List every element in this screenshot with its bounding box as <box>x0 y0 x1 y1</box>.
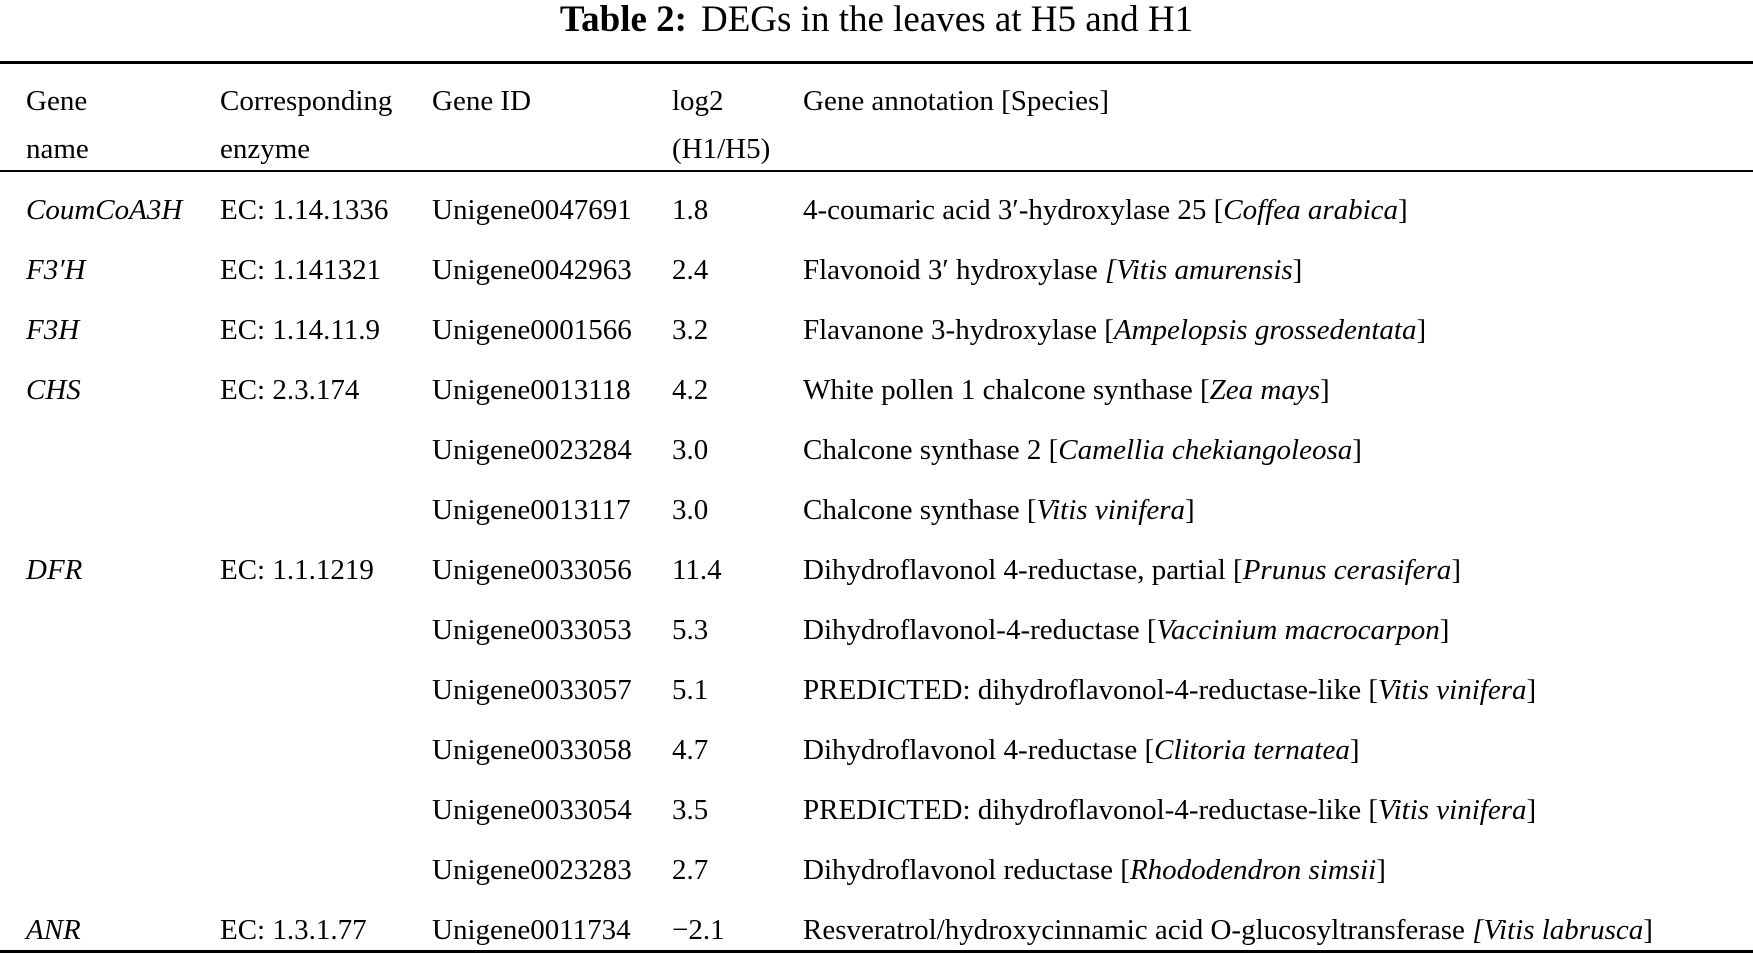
annotation-cell <box>803 432 1362 468</box>
table-caption <box>0 0 1753 40</box>
table-title: DEGs in the leaves at H5 and H1 <box>700 0 1194 40</box>
log2-cell: 2.4 <box>672 254 709 286</box>
gene-id-cell: Unigene0011734 <box>432 914 631 946</box>
annotation-text: Chalcone synthase 2 [ <box>803 434 1059 466</box>
annotation-close-bracket: ] <box>1185 494 1195 526</box>
log2-cell: 5.3 <box>672 614 709 646</box>
gene-id-cell: Unigene0013118 <box>432 374 631 406</box>
annotation-cell <box>803 312 1426 348</box>
gene-id-cell: Unigene0013117 <box>432 494 631 526</box>
annotation-cell <box>803 372 1330 408</box>
annotation-close-bracket: ] <box>1416 314 1427 346</box>
log2-cell: 2.7 <box>672 854 709 886</box>
header-annotation: Gene annotation [Species] <box>803 85 1110 117</box>
annotation-text: Dihydroflavonol-4-reductase [ <box>803 614 1157 646</box>
header-rule <box>0 170 1753 172</box>
header-enzyme: Corresponding enzyme <box>220 85 393 165</box>
enzyme-cell: EC: 1.14.11.9 <box>220 314 381 346</box>
annotation-close-bracket: ] <box>1526 794 1537 826</box>
gene-id-cell: Unigene0033057 <box>432 674 632 706</box>
species-name: Zea mays <box>1209 374 1321 406</box>
gene-name-cell: CoumCoA3H <box>26 194 183 226</box>
enzyme-cell: EC: 1.3.1.77 <box>220 914 367 946</box>
species-name: [Vitis labrusca <box>1472 914 1644 946</box>
species-name: Camellia chekiangoleosa <box>1058 434 1353 466</box>
annotation-close-bracket: ] <box>1451 554 1461 586</box>
species-name: Vaccinium macrocarpon <box>1156 614 1440 646</box>
annotation-text: Flavonoid 3′ hydroxylase <box>803 254 1105 286</box>
annotation-text: Chalcone synthase [ <box>803 494 1037 526</box>
annotation-cell <box>803 672 1536 708</box>
annotation-text: Dihydroflavonol reductase [ <box>803 854 1130 886</box>
log2-cell: 4.2 <box>672 374 709 406</box>
annotation-close-bracket: ] <box>1398 194 1408 226</box>
header-gene-id: Gene ID <box>432 85 532 117</box>
enzyme-cell: EC: 2.3.174 <box>220 374 360 406</box>
annotation-close-bracket: ] <box>1376 854 1386 886</box>
log2-cell: −2.1 <box>672 914 725 946</box>
gene-name-cell: DFR <box>26 554 83 586</box>
gene-id-cell: Unigene0001566 <box>432 314 632 346</box>
table-label: Table 2: <box>559 0 687 40</box>
annotation-close-bracket: ] <box>1320 374 1330 406</box>
annotation-text: 4-coumaric acid 3′-hydroxylase 25 [ <box>803 194 1224 226</box>
species-name: Prunus cerasifera <box>1242 554 1452 586</box>
species-name: Vitis vinifera <box>1378 794 1527 826</box>
log2-cell: 3.2 <box>672 314 709 346</box>
log2-cell: 3.0 <box>672 434 709 466</box>
annotation-text: PREDICTED: dihydroflavonol-4-reductase-like [ <box>803 674 1379 706</box>
log2-cell: 1.8 <box>672 194 709 226</box>
annotation-text: White pollen 1 chalcone synthase [ <box>803 374 1210 406</box>
gene-id-cell: Unigene0033053 <box>432 614 632 646</box>
log2-cell: 5.1 <box>672 674 709 706</box>
annotation-close-bracket: ] <box>1292 254 1303 286</box>
gene-id-cell: Unigene0023284 <box>432 434 632 466</box>
annotation-close-bracket: ] <box>1349 734 1360 766</box>
annotation-cell <box>803 552 1461 588</box>
annotation-cell <box>803 252 1302 288</box>
log2-cell: 4.7 <box>672 734 709 766</box>
annotation-text: Dihydroflavonol 4-reductase, partial [ <box>803 554 1243 586</box>
gene-id-cell: Unigene0033054 <box>432 794 632 826</box>
enzyme-cell: EC: 1.141321 <box>220 254 382 286</box>
enzyme-cell: EC: 1.14.1336 <box>220 194 389 226</box>
annotation-cell <box>803 852 1386 888</box>
annotation-cell <box>803 792 1536 828</box>
species-name: Vitis vinifera <box>1378 674 1527 706</box>
species-name: Ampelopsis grossedentata <box>1113 314 1417 346</box>
annotation-text: Flavanone 3-hydroxylase [ <box>803 314 1114 346</box>
annotation-close-bracket: ] <box>1643 914 1653 946</box>
annotation-close-bracket: ] <box>1526 674 1537 706</box>
enzyme-cell: EC: 1.1.1219 <box>220 554 374 586</box>
annotation-cell <box>803 612 1449 648</box>
annotation-cell <box>803 732 1360 768</box>
annotation-cell <box>803 912 1653 948</box>
annotation-cell <box>803 492 1195 528</box>
log2-cell: 3.5 <box>672 794 709 826</box>
top-rule <box>0 61 1753 64</box>
species-name: Vitis vinifera <box>1036 494 1186 526</box>
species-name: Clitoria ternatea <box>1154 734 1350 766</box>
annotation-close-bracket: ] <box>1439 614 1450 646</box>
species-name: Coffea arabica <box>1223 194 1399 226</box>
annotation-text: Dihydroflavonol 4-reductase [ <box>803 734 1155 766</box>
gene-name-cell: F3H <box>26 314 80 346</box>
annotation-text: Resveratrol/hydroxycinnamic acid O-glucosyltransferase <box>803 914 1473 946</box>
gene-name-cell: CHS <box>26 374 81 406</box>
annotation-text: PREDICTED: dihydroflavonol-4-reductase-like [ <box>803 794 1379 826</box>
species-name: Rhododendron simsii <box>1129 854 1377 886</box>
annotation-close-bracket: ] <box>1352 434 1362 466</box>
log2-cell: 11.4 <box>672 554 722 586</box>
gene-name-cell: F3′H <box>26 254 86 286</box>
gene-id-cell: Unigene0033056 <box>432 554 632 586</box>
header-gene-name: Gene name <box>26 85 89 165</box>
gene-id-cell: Unigene0033058 <box>432 734 632 766</box>
header-log2: log2 (H1/H5) <box>672 85 771 165</box>
species-name: [Vitis amurensis <box>1104 254 1293 286</box>
gene-id-cell: Unigene0042963 <box>432 254 632 286</box>
gene-name-cell: ANR <box>26 914 81 946</box>
bottom-rule <box>0 950 1753 953</box>
gene-id-cell: Unigene0023283 <box>432 854 632 886</box>
log2-cell: 3.0 <box>672 494 709 526</box>
gene-id-cell: Unigene0047691 <box>432 194 632 226</box>
annotation-cell <box>803 192 1408 228</box>
